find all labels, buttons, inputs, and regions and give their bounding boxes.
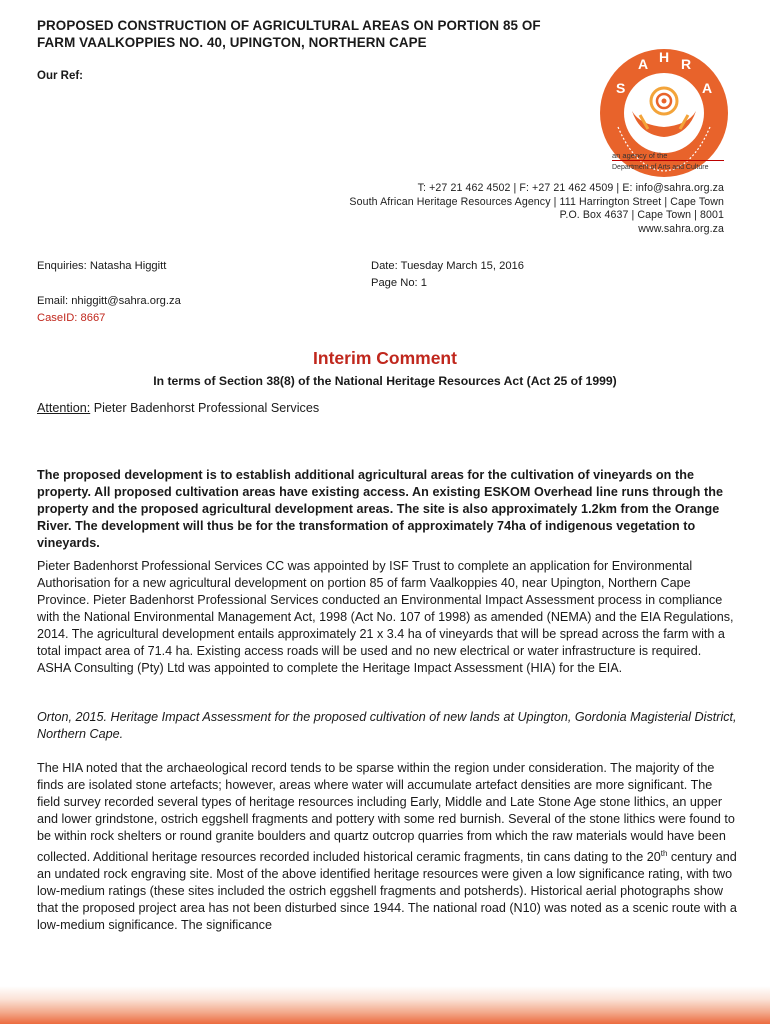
interim-comment-heading: Interim Comment <box>313 348 457 368</box>
agency-divider <box>612 160 724 161</box>
logo-letter: A <box>638 56 649 72</box>
contact-website[interactable]: www.sahra.org.za <box>638 222 724 235</box>
contact-phone-email: T: +27 21 462 4502 | F: +27 21 462 4509 | E: info@sahra.org.za <box>417 182 724 194</box>
logo-letter: A <box>702 80 713 96</box>
act-subtitle: In terms of Section 38(8) of the National Heritage Resources Act (Act 25 of 1999) <box>153 374 617 388</box>
attention-label: Attention: <box>37 401 91 415</box>
case-id: CaseID: 8667 <box>37 312 106 324</box>
logo-letter: H <box>659 49 670 65</box>
agency-line-2: Department of Arts and Culture <box>612 164 709 172</box>
contact-po-box: P.O. Box 4637 | Cape Town | 8001 <box>559 209 724 222</box>
email[interactable]: Email: nhiggitt@sahra.org.za <box>37 295 181 307</box>
superscript-th: th <box>660 849 668 858</box>
page-number: Page No: 1 <box>371 277 427 289</box>
logo-letter: R <box>681 56 692 72</box>
agency-note <box>612 151 724 172</box>
contact-block <box>304 182 724 236</box>
contact-address: South African Heritage Resources Agency | 111 Harrington Street | Cape Town <box>349 195 724 208</box>
document-date: Date: Tuesday March 15, 2016 <box>371 260 524 272</box>
paragraph-2-text: The HIA noted that the archaeological record tends to be sparse within the region under consideration. The majority of the finds are isolated stone artefacts; however, areas where water will accumulate artefact densities are more significant. The field survey recorded several types of heritage resources including Early, Middle and Late Stone Age stone lithics, an upper and lower grindstone, ostrich eggshell fragments and pottery with some red burnish. Several of the stone lithics were found to be within rock shelters or round granite boulders and quartz outcrop quarries from which the raw materials would have been collected. Additional heritage resources recorded included historical ceramic fragments, tin cans dating to the 20 <box>37 761 735 865</box>
body-paragraph-2 <box>37 760 737 934</box>
title-line-1: PROPOSED CONSTRUCTION OF AGRICULTURAL AREAS ON PORTION 85 OF <box>37 18 541 33</box>
footer-gradient-band <box>0 986 770 1024</box>
our-ref-label: Our Ref: <box>37 70 83 82</box>
body-paragraph-1: Pieter Badenhorst Professional Services CC was appointed by ISF Trust to complete an application for Environmental Authorisation for a new agricultural development on portion 85 of farm Vaalkoppies 40, near Upington, Northern Cape Province. Pieter Badenhorst Professional Services conducted an Environmental Impact Assessment process in compliance with the National Environmental Management Act, 1998 (Act No. 107 of 1998) as amended (NEMA) and the EIA Regulations, 2014. The agricultural development entails approximately 21 x 3.4 ha of vineyards that will be spread across the farm with a total impact area of 71.4 ha. Existing access roads will be used and no new electrical or water infrastructure is required. ASHA Consulting (Pty) Ltd was appointed to complete the Heritage Impact Assessment (HIA) for the EIA. <box>37 559 734 675</box>
logo-letter: S <box>616 80 626 96</box>
agency-line-1: an agency of the <box>612 151 668 160</box>
attention-value: Pieter Badenhorst Professional Services <box>90 401 320 415</box>
title-line-2: FARM VAALKOPPIES NO. 40, UPINGTON, NORTHERN CAPE <box>37 35 427 50</box>
attention-line <box>37 401 319 415</box>
enquiries: Enquiries: Natasha Higgitt <box>37 260 167 272</box>
document-title <box>37 17 597 51</box>
hia-reference: Orton, 2015. Heritage Impact Assessment for the proposed cultivation of new lands at Upington, Gordonia Magisterial District, Northern Cape. <box>37 710 737 741</box>
development-summary: The proposed development is to establish additional agricultural areas for the cultivation of vineyards on the property. All proposed cultivation areas have existing access. An existing ESKOM Overhead line runs through the property and the proposed agricultural development areas. The site is also approximately 1.2km from the Orange River. The development will thus be for the transformation of approximately 74ha of indigenous vegetation to vineyards. <box>37 468 724 550</box>
paragraph-2-text-continued: century and an undated rock engraving site. Most of the above identified heritage resources were given a low significance rating, with two low-medium ratings (these sites included the ostrich eggshell fragments and potsherds). Historical aerial photographs show that the proposed project area has not been disturbed since 1944. The national road (N10) was noted as a scenic route with a low-medium significance. The significance <box>37 850 737 933</box>
